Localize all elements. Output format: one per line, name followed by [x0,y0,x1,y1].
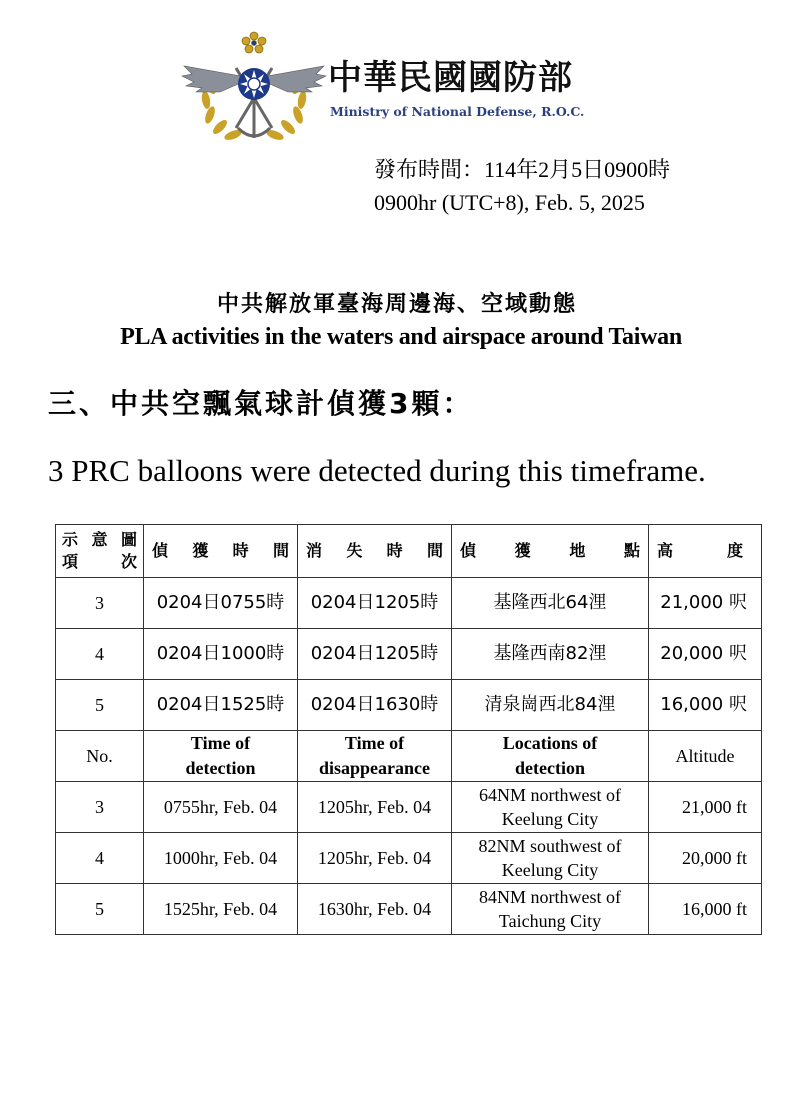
cell-altitude: 21,000 ft [649,782,762,833]
table-row [56,884,762,935]
ministry-name-en: Ministry of National Defense, R.O.C. [330,104,585,119]
table-row [56,782,762,833]
cell-location: 82NM southwest of Keelung City [452,833,649,884]
cell-disappear-time: 0204日1205時 [298,629,452,680]
cell-altitude: 20,000 ft [649,833,762,884]
header-zh-altitude: 高 度 [649,525,762,578]
cell-disappear-time: 0204日1630時 [298,680,452,731]
section-heading-en: 3 PRC balloons were detected during this timeframe. [48,453,706,488]
cell-location: 84NM northwest of Taichung City [452,884,649,935]
header-en-no: No. [56,731,144,782]
cell-altitude: 21,000 呎 [649,578,762,629]
header-en-location: Locations of detection [452,731,649,782]
section-heading-zh: 三、中共空飄氣球計偵獲3顆： [48,387,474,420]
table-row [56,833,762,884]
cell-no: 5 [56,680,144,731]
cell-altitude: 16,000 ft [649,884,762,935]
cell-location: 清泉崗西北84浬 [452,680,649,731]
cell-detect-time: 0204日1525時 [144,680,298,731]
cell-detect-time: 0204日0755時 [144,578,298,629]
release-time-en: 0900hr (UTC+8), Feb. 5, 2025 [374,190,645,215]
header-zh-disappear-time: 消 失 時 間 [298,525,452,578]
table-row [56,680,762,731]
cell-disappear-time: 1205hr, Feb. 04 [298,833,452,884]
table-row [56,629,762,680]
header-zh-detect-time: 偵 獲 時 間 [144,525,298,578]
release-time-zh: 發布時間：114年2月5日0900時 [374,157,671,182]
cell-altitude: 20,000 呎 [649,629,762,680]
cell-no: 3 [56,578,144,629]
page-title-en: PLA activities in the waters and airspace around Taiwan [120,324,682,350]
header-en-disappear-time: Time of disappearance [298,731,452,782]
cell-no: 4 [56,833,144,884]
cell-detect-time: 1000hr, Feb. 04 [144,833,298,884]
cell-detect-time: 0204日1000時 [144,629,298,680]
cell-location: 基隆西南82浬 [452,629,649,680]
cell-disappear-time: 1630hr, Feb. 04 [298,884,452,935]
cell-location: 64NM northwest of Keelung City [452,782,649,833]
cell-disappear-time: 0204日1205時 [298,578,452,629]
header-en-detect-time: Time of detection [144,731,298,782]
mnd-emblem-icon [180,28,330,146]
cell-detect-time: 1525hr, Feb. 04 [144,884,298,935]
cell-location: 基隆西北64浬 [452,578,649,629]
cell-no: 4 [56,629,144,680]
cell-no: 3 [56,782,144,833]
header-zh-location: 偵 獲 地 點 [452,525,649,578]
header-zh-no: 示 意 圖 項 次 [56,525,144,578]
page-title-zh: 中共解放軍臺海周邊海、空域動態 [216,292,577,317]
cell-altitude: 16,000 呎 [649,680,762,731]
header-en-altitude: Altitude [649,731,762,782]
table-row [56,578,762,629]
balloon-table [55,524,762,935]
table-header-zh [56,525,762,578]
cell-no: 5 [56,884,144,935]
ministry-name-zh: 中華民國國防部 [328,58,573,98]
table-header-en [56,731,762,782]
cell-detect-time: 0755hr, Feb. 04 [144,782,298,833]
cell-disappear-time: 1205hr, Feb. 04 [298,782,452,833]
